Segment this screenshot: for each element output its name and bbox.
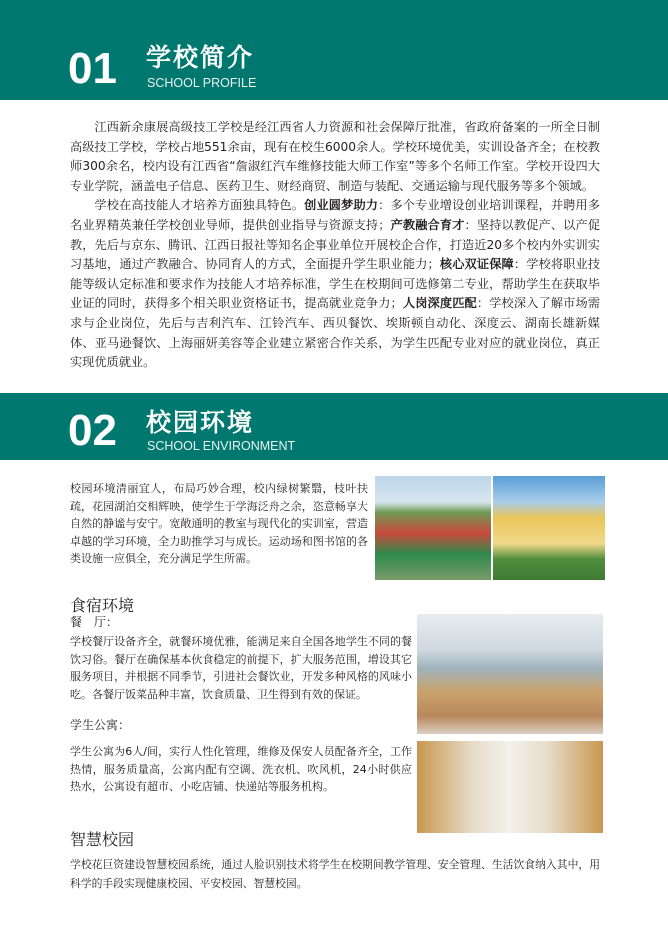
dorm-label: 学生公寓：: [70, 718, 131, 732]
canteen-label: 餐 厅：: [70, 615, 119, 629]
section-number: 02: [68, 406, 117, 455]
canteen-photo: [417, 614, 603, 734]
section-title: 校园环境: [146, 408, 255, 437]
smart-campus-heading: 智慧校园: [70, 830, 135, 849]
living-heading: 食宿环境: [70, 596, 135, 615]
keyword: 创业圆梦助力: [304, 198, 379, 213]
keyword: 产教融合育才: [390, 217, 465, 232]
section-number: 01: [68, 44, 117, 93]
section-header-environment: [0, 393, 668, 460]
dorm-text: 学生公寓为6人/间，实行人性化管理，维修及保安人员配备齐全，工作热情，服务质量高，公寓内配有空调、洗衣机、吹风机，24小时供应热水，公寓设有超市、小吃店铺、快递站等服务机构。: [70, 745, 412, 794]
keyword: 核心双证保障: [439, 257, 514, 272]
campus-sports-field-photo: [375, 476, 491, 580]
section-subtitle: SCHOOL PROFILE: [147, 76, 257, 90]
keyword: 人岗深度匹配: [402, 296, 477, 311]
profile-paragraph-2: [70, 196, 600, 372]
environment-intro: 校园环境清丽宜人，布局巧妙合理，校内绿树繁翳，枝叶扶疏，花园湖泊交相辉映，使学生于学海泛舟之余，恣意畅享大自然的静谧与安宁。宽敞通明的教室与现代化的实训室，营造卓越的学习环境，全力助推学习与成长。运动场和图书馆的各类设施一应俱全，充分满足学生所需。: [70, 482, 368, 566]
smart-campus-text: 学校花巨资建设智慧校园系统，通过人脸识别技术将学生在校期间教学管理、安全管理、生活饮食纳入其中，用科学的手段实现健康校园、平安校园、智慧校园。: [70, 858, 600, 890]
profile-text: [70, 118, 600, 373]
para-text: ：多个专业增设创业培训课程，并聘用多名业界精英兼任学校创业导师，提供创业指导与资源支持；: [70, 198, 601, 232]
section-header-profile: [0, 0, 668, 100]
section-title: 学校简介: [146, 43, 255, 72]
campus-building-photo: [493, 476, 605, 580]
para-intro: 学校在高技能人才培养方面独具特色。: [94, 198, 305, 213]
para-text: ：坚持以教促产、以产促教，先后与京东、腾讯、江西日报社等知名企事业单位开展校企合作，打造近20多个校内外实训实习基地，通过产教融合、协同育人的方式，全面提升学生职业能力；: [70, 217, 601, 272]
canteen-text: 学校餐厅设备齐全，就餐环境优雅，能满足来自全国各地学生不同的餐饮习俗。餐厅在确保基本伙食稳定的前提下，扩大服务范围，增设其它服务项目，并根据不同季节，引进社会餐饮业，开发多种风格的风味小吃。各餐厅饭菜品种丰富，饮食质量、卫生得到有效的保证。: [70, 635, 412, 701]
para-text: ：学校深入了解市场需求与企业岗位，先后与吉利汽车、江铃汽车、西贝餐饮、埃斯顿自动化、深度云、湖南长雄新媒体、亚马逊餐饮、上海丽妍美容等企业建立紧密合作关系，为学生匹配专业对应的就业岗位，真正实现优质就业。: [70, 296, 601, 370]
dormitory-photo: [417, 741, 603, 833]
profile-paragraph-1: 江西新余康展高级技工学校是经江西省人力资源和社会保障厅批准，省政府备案的一所全日制高级技工学校，学校占地551余亩，现有在校生6000余人。学校环境优美，实训设备齐全；在校教师300余名，校内设有江西省“詹淑红汽车维修技能大师工作室”等多个名师工作室。学校开设四大专业学院，涵盖电子信息、医药卫生、财经商贸、制造与装配、交通运输与现代服务等多个领域。: [70, 120, 600, 193]
section-subtitle: SCHOOL ENVIRONMENT: [147, 439, 296, 453]
para-text: ：学校将职业技能等级认定标准和要求作为技能人才培养标准，学生在校期间可选修第二专业，帮助学生在获取毕业证的同时，获得多个相关职业资格证书，提高就业竞争力；: [70, 257, 601, 311]
